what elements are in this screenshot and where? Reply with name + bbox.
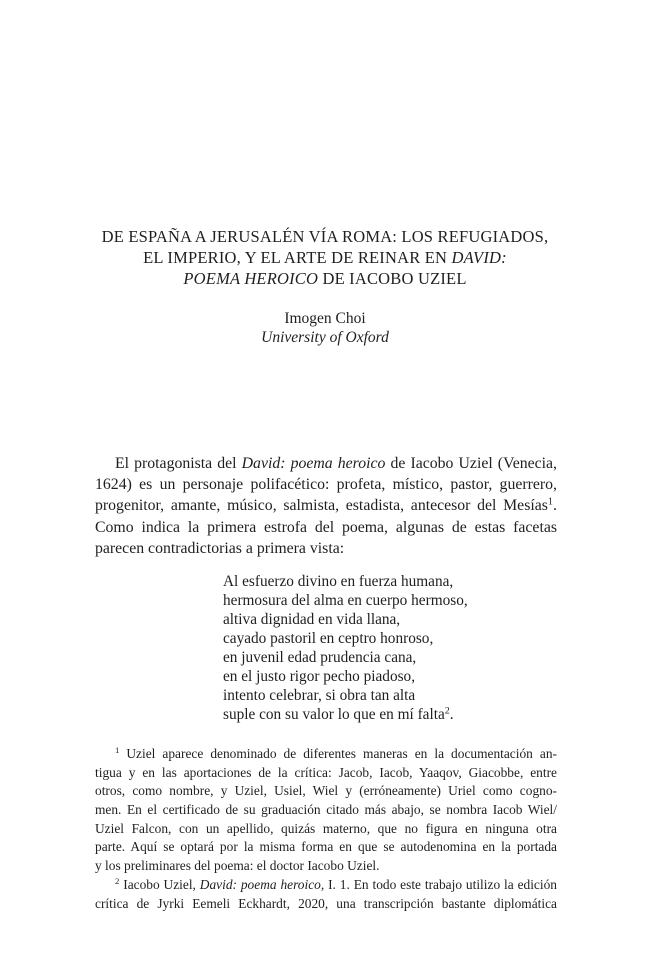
verse-line: intento celebrar, si obra tan alta [223, 687, 416, 704]
footnote-1-line-1 [95, 745, 557, 764]
title-line-2 [80, 247, 570, 268]
body-line-1-italic: David: poema heroico [241, 455, 386, 472]
footnote-1-marker: 1 [115, 745, 120, 756]
verse-line: hermosura del alma en cuerpo hermoso, [223, 592, 468, 609]
body-line-2: 1624) es un personaje polifacético: profeta, místico, pastor, guerrero, [95, 476, 557, 494]
title-line-3-italic: POEMA HEROICO [183, 269, 319, 288]
footnote-2-text-a: Iacobo Uziel, [119, 876, 200, 892]
footnote-1-line-5: Uziel Falcon, con un apellido, quizás materno, que no figura en ninguna otra [95, 820, 557, 836]
article-title [80, 226, 570, 289]
verse-line-last-text: suple con su valor lo que en mí falta [223, 706, 445, 723]
title-line-2-text: EL IMPERIO, Y EL ARTE DE REINAR EN [143, 248, 452, 267]
footnote-2-text-b: , I. 1. En todo este trabajo utilizo la edición [320, 876, 557, 892]
body-line-1-a: El protagonista del [115, 455, 242, 472]
footnote-1-line-4: men. En el certificado de su graduación citado más abajo, se nombra Iacob Wiel/ [95, 802, 557, 818]
title-line-2-italic: DAVID: [451, 248, 507, 267]
verse-stanza [223, 572, 468, 724]
verse-line: en juvenil edad prudencia cana, [223, 649, 417, 666]
body-line-1 [95, 453, 557, 474]
footnote-ref-1[interactable]: 1 [547, 496, 554, 508]
body-paragraph [95, 453, 557, 559]
footnote-2-line-1 [95, 876, 557, 895]
footnote-1-line-7: y los preliminares del poema: el doctor Iacobo Uziel. [95, 858, 380, 874]
body-line-5: parecen contradictorias a primera vista: [95, 539, 345, 557]
body-line-1-b: de Iacobo Uziel (Venecia, [385, 455, 558, 472]
title-line-1: DE ESPAÑA A JERUSALÉN VÍA ROMA: LOS REFUGIADOS, [101, 227, 549, 246]
body-line-3 [95, 495, 557, 516]
body-line-3-text: progenitor, amante, músico, salmista, estadista, antecesor del Mesías [95, 497, 548, 515]
footnote-1-line-2: tigua y en las aportaciones de la crítica: Jacob, Iacob, Yaaqov, Giacobbe, entre [95, 764, 557, 780]
verse-line-last [223, 705, 468, 724]
footnote-1-line-3: otros, como nombre, y Uziel, Usiel, Wiel y (erróneamente) Uriel como cogno- [95, 783, 557, 799]
footnote-1-line-6: parte. Aquí se optará por la misma forma en que se autodenomina en la portada [95, 839, 557, 855]
author-name: Imogen Choi [284, 310, 366, 327]
verse-line: Al esfuerzo divino en fuerza humana, [223, 573, 454, 590]
author-affiliation: University of Oxford [261, 329, 389, 346]
footnotes [95, 745, 557, 913]
footnote-1-text: Uziel aparece denominado de diferentes maneras en la documentación an- [119, 746, 557, 761]
body-line-4: Como indica la primera estrofa del poema, algunas de estas facetas [95, 518, 557, 536]
footnote-2-italic: David: poema heroico [199, 876, 321, 892]
footnote-2-marker: 2 [115, 876, 120, 887]
body-line-3-end: . [553, 497, 557, 515]
footnote-2-line-2: crítica de Jyrki Eemeli Eckhardt, 2020, una transcripción bastante diplomática [95, 895, 557, 911]
verse-line: cayado pastoril en ceptro honroso, [223, 630, 434, 647]
title-line-3-text: DE IACOBO UZIEL [318, 269, 467, 288]
title-line-3 [80, 268, 570, 289]
verse-line: en el justo rigor pecho piadoso, [223, 668, 416, 685]
verse-line: altiva dignidad en vida llana, [223, 611, 401, 628]
footnote-ref-2[interactable]: 2 [444, 705, 450, 717]
verse-line-last-end: . [449, 706, 454, 723]
